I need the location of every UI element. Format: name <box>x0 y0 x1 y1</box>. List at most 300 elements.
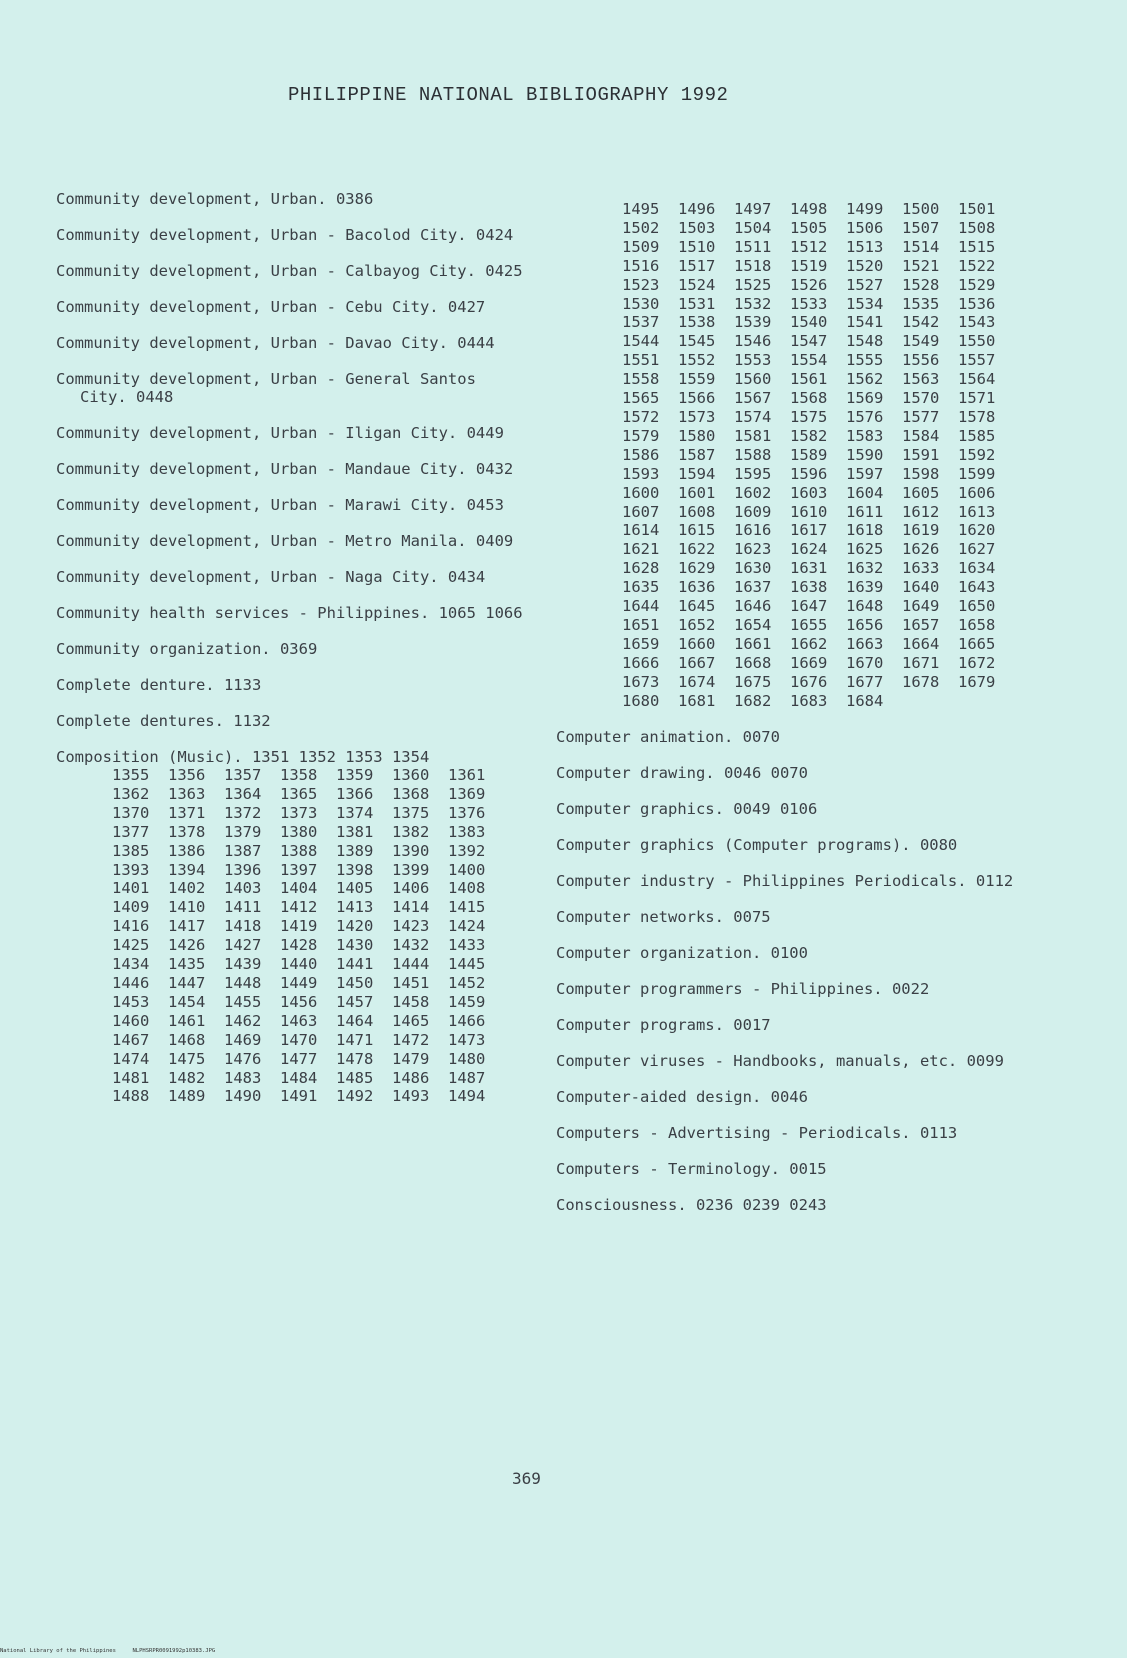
entry-number: 1441 <box>336 955 374 974</box>
entry-number: 1566 <box>678 389 716 408</box>
entry-number: 1590 <box>846 445 884 464</box>
entry-number: 1489 <box>168 1087 206 1106</box>
entry-number: 1522 <box>958 256 996 275</box>
entry-number: 1674 <box>678 672 716 691</box>
entry-number: 1644 <box>622 597 660 616</box>
entry-number: 1465 <box>392 1011 430 1030</box>
left-column <box>56 190 526 1106</box>
entry-number: 1376 <box>448 803 486 822</box>
entry-number: 1491 <box>280 1087 318 1106</box>
entry-number: 1669 <box>790 653 828 672</box>
entry-number: 1651 <box>622 615 660 634</box>
entry-number: 1556 <box>902 351 940 370</box>
entry-number: 1640 <box>902 578 940 597</box>
entry-number: 1660 <box>678 634 716 653</box>
entry-number: 1390 <box>392 841 430 860</box>
entry-number: 1414 <box>392 898 430 917</box>
entry-number: 1488 <box>112 1087 150 1106</box>
entry-number: 1533 <box>790 294 828 313</box>
entry-number: 1587 <box>678 445 716 464</box>
entry-number: 1373 <box>280 803 318 822</box>
entry-number: 1467 <box>112 1030 150 1049</box>
entry-number: 1458 <box>392 992 430 1011</box>
entry-number: 1532 <box>734 294 772 313</box>
entry-number: 1357 <box>224 766 262 784</box>
entry-number: 1453 <box>112 992 150 1011</box>
entry-number: 1536 <box>958 294 996 313</box>
entry-number: 1545 <box>678 332 716 351</box>
entry-number: 1661 <box>734 634 772 653</box>
entry-number: 1619 <box>902 521 940 540</box>
entry-number: 1363 <box>168 784 206 803</box>
entry-number: 1359 <box>336 766 374 784</box>
entry-number: 1611 <box>846 502 884 521</box>
entry-number: 1519 <box>790 256 828 275</box>
entry-number: 1671 <box>902 653 940 672</box>
entry-number: 1637 <box>734 578 772 597</box>
entry-number: 1397 <box>280 860 318 879</box>
entry-number: 1620 <box>958 521 996 540</box>
entry-number: 1645 <box>678 597 716 616</box>
number-row <box>622 351 1026 370</box>
entry-number: 1504 <box>734 218 772 237</box>
page-number: 369 <box>512 1469 541 1488</box>
entry-number: 1396 <box>224 860 262 879</box>
number-row <box>112 879 526 898</box>
entry-number: 1617 <box>790 521 828 540</box>
entry-number: 1474 <box>112 1049 150 1068</box>
entry-number: 1600 <box>622 483 660 502</box>
index-entry: Community development, Urban - Bacolod City. 0424 <box>56 226 514 244</box>
entry-number: 1632 <box>846 559 884 578</box>
entry-number: 1439 <box>224 955 262 974</box>
number-row <box>622 559 1026 578</box>
entry-number: 1539 <box>734 313 772 332</box>
entry-number: 1425 <box>112 936 150 955</box>
number-row <box>622 332 1026 351</box>
entry-number: 1546 <box>734 332 772 351</box>
number-row <box>622 257 1026 276</box>
entry-number: 1604 <box>846 483 884 502</box>
entry-number: 1419 <box>280 917 318 936</box>
entry-number: 1510 <box>678 237 716 256</box>
entry-number: 1662 <box>790 634 828 653</box>
entry-number: 1683 <box>790 691 828 710</box>
entry-number: 1435 <box>168 955 206 974</box>
right-entries-list <box>556 728 1026 1214</box>
entry-number: 1571 <box>958 389 996 408</box>
entry-number: 1469 <box>224 1030 262 1049</box>
entry-number: 1555 <box>846 351 884 370</box>
entry-number: 1445 <box>448 955 486 974</box>
entry-number: 1433 <box>448 936 486 955</box>
entry-number: 1494 <box>448 1087 486 1106</box>
entry-number: 1679 <box>958 672 996 691</box>
number-row <box>112 1031 526 1050</box>
entry-number: 1423 <box>392 917 430 936</box>
entry-number: 1541 <box>846 313 884 332</box>
entry-number: 1484 <box>280 1068 318 1087</box>
entry-number: 1424 <box>448 917 486 936</box>
entry-number: 1454 <box>168 992 206 1011</box>
entry-number: 1629 <box>678 559 716 578</box>
entry-number: 1578 <box>958 407 996 426</box>
number-row <box>112 785 526 804</box>
entry-number: 1400 <box>448 860 486 879</box>
entry-number: 1602 <box>734 483 772 502</box>
entry-number: 1615 <box>678 521 716 540</box>
continued-number-grid <box>556 200 1026 710</box>
entry-number: 1561 <box>790 370 828 389</box>
entry-number: 1654 <box>734 615 772 634</box>
composition-entry <box>56 748 526 1106</box>
entry-number: 1647 <box>790 597 828 616</box>
index-entry: Computer viruses - Handbooks, manuals, etc. 0099 <box>556 1052 1004 1071</box>
entry-number: 1625 <box>846 540 884 559</box>
entry-number: 1524 <box>678 275 716 294</box>
entry-number: 1599 <box>958 464 996 483</box>
entry-number: 1473 <box>448 1030 486 1049</box>
number-row <box>112 936 526 955</box>
entry-number: 1528 <box>902 275 940 294</box>
entry-number: 1428 <box>280 936 318 955</box>
number-row <box>622 427 1026 446</box>
entry-number: 1383 <box>448 822 486 841</box>
entry-number: 1551 <box>622 351 660 370</box>
index-entry: Computer programs. 0017 <box>556 1016 771 1035</box>
number-row <box>112 861 526 880</box>
entry-number: 1595 <box>734 464 772 483</box>
entry-number: 1665 <box>958 634 996 653</box>
entry-number: 1588 <box>734 445 772 464</box>
entry-number: 1638 <box>790 578 828 597</box>
entry-number: 1540 <box>790 313 828 332</box>
number-row <box>622 484 1026 503</box>
entry-number: 1481 <box>112 1068 150 1087</box>
entry-number: 1408 <box>448 879 486 898</box>
entry-number: 1618 <box>846 521 884 540</box>
entry-number: 1399 <box>392 860 430 879</box>
entry-number: 1664 <box>902 634 940 653</box>
entry-number: 1573 <box>678 407 716 426</box>
index-entry: Community development, Urban - Naga City. 0434 <box>56 568 486 586</box>
entry-number: 1583 <box>846 426 884 445</box>
entry-number: 1656 <box>846 615 884 634</box>
entry-number: 1684 <box>846 691 884 710</box>
entry-number: 1389 <box>336 841 374 860</box>
entry-number: 1624 <box>790 540 828 559</box>
entry-number: 1496 <box>678 200 716 218</box>
entry-number: 1570 <box>902 389 940 408</box>
entry-number: 1672 <box>958 653 996 672</box>
entry-number: 1392 <box>448 841 486 860</box>
entry-number: 1676 <box>790 672 828 691</box>
number-row <box>622 370 1026 389</box>
composition-number-grid <box>56 766 526 1106</box>
entry-number: 1553 <box>734 351 772 370</box>
entry-number: 1416 <box>112 917 150 936</box>
entry-number: 1355 <box>112 766 150 784</box>
number-row <box>622 692 1026 711</box>
number-row <box>622 673 1026 692</box>
entry-number: 1503 <box>678 218 716 237</box>
entry-number: 1378 <box>168 822 206 841</box>
index-entry: Community development, Urban - Calbayog City. 0425 <box>56 262 523 280</box>
entry-number: 1680 <box>622 691 660 710</box>
entry-number: 1410 <box>168 898 206 917</box>
entry-number: 1579 <box>622 426 660 445</box>
entry-number: 1499 <box>846 200 884 218</box>
index-entry: Community organization. 0369 <box>56 640 318 658</box>
number-row <box>112 842 526 861</box>
index-entry: Community development, Urban - Mandaue City. 0432 <box>56 460 514 478</box>
entry-number: 1517 <box>678 256 716 275</box>
entry-number: 1657 <box>902 615 940 634</box>
entry-number: 1609 <box>734 502 772 521</box>
entry-number: 1459 <box>448 992 486 1011</box>
entry-number: 1538 <box>678 313 716 332</box>
entry-number: 1385 <box>112 841 150 860</box>
composition-heading: Composition (Music). 1351 1352 1353 1354 <box>56 748 430 766</box>
entry-number: 1512 <box>790 237 828 256</box>
page-title: PHILIPPINE NATIONAL BIBLIOGRAPHY 1992 <box>288 84 729 106</box>
entry-number: 1381 <box>336 822 374 841</box>
entry-number: 1634 <box>958 559 996 578</box>
entry-number: 1636 <box>678 578 716 597</box>
entry-number: 1404 <box>280 879 318 898</box>
entry-number: 1472 <box>392 1030 430 1049</box>
entry-number: 1482 <box>168 1068 206 1087</box>
entry-number: 1498 <box>790 200 828 218</box>
number-row <box>622 635 1026 654</box>
number-row <box>112 766 526 785</box>
entry-number: 1375 <box>392 803 430 822</box>
footer-caption: National Library of the Philippines NLPHSRPR0091992p10383.JPG <box>0 1648 216 1654</box>
entry-number: 1388 <box>280 841 318 860</box>
entry-number: 1364 <box>224 784 262 803</box>
number-row <box>112 1050 526 1069</box>
number-row <box>622 654 1026 673</box>
number-row <box>622 521 1026 540</box>
entry-number: 1613 <box>958 502 996 521</box>
entry-number: 1455 <box>224 992 262 1011</box>
entry-number: 1470 <box>280 1030 318 1049</box>
entry-number: 1527 <box>846 275 884 294</box>
entry-number: 1652 <box>678 615 716 634</box>
entry-number: 1468 <box>168 1030 206 1049</box>
entry-number: 1529 <box>958 275 996 294</box>
entry-number: 1582 <box>790 426 828 445</box>
entry-number: 1574 <box>734 407 772 426</box>
entry-number: 1668 <box>734 653 772 672</box>
entry-number: 1593 <box>622 464 660 483</box>
entry-number: 1537 <box>622 313 660 332</box>
entry-number: 1509 <box>622 237 660 256</box>
number-row <box>112 1069 526 1088</box>
entry-number: 1610 <box>790 502 828 521</box>
entry-number: 1380 <box>280 822 318 841</box>
entry-number: 1386 <box>168 841 206 860</box>
entry-number: 1502 <box>622 218 660 237</box>
number-row <box>112 955 526 974</box>
entry-number: 1518 <box>734 256 772 275</box>
entry-number: 1446 <box>112 973 150 992</box>
entry-number: 1374 <box>336 803 374 822</box>
index-entry: Computer drawing. 0046 0070 <box>556 764 808 783</box>
entry-number: 1495 <box>622 200 660 218</box>
entry-number: 1614 <box>622 521 660 540</box>
entry-number: 1577 <box>902 407 940 426</box>
entry-number: 1622 <box>678 540 716 559</box>
entry-number: 1440 <box>280 955 318 974</box>
entry-number: 1572 <box>622 407 660 426</box>
index-entry: Computer-aided design. 0046 <box>556 1088 808 1107</box>
number-row <box>622 503 1026 522</box>
entry-number: 1584 <box>902 426 940 445</box>
entry-number: 1585 <box>958 426 996 445</box>
index-entry: Community development, Urban - Iligan City. 0449 <box>56 424 504 442</box>
entry-number: 1534 <box>846 294 884 313</box>
entry-number: 1500 <box>902 200 940 218</box>
number-row <box>112 917 526 936</box>
entry-number: 1631 <box>790 559 828 578</box>
entry-number: 1586 <box>622 445 660 464</box>
entry-number: 1606 <box>958 483 996 502</box>
entry-number: 1460 <box>112 1011 150 1030</box>
entry-number: 1565 <box>622 389 660 408</box>
entry-number: 1601 <box>678 483 716 502</box>
number-row <box>112 823 526 842</box>
entry-number: 1485 <box>336 1068 374 1087</box>
number-row <box>112 898 526 917</box>
index-entry: Computer graphics (Computer programs). 0080 <box>556 836 958 855</box>
index-entry: Community health services - Philippines. 1065 1066 <box>56 604 523 622</box>
index-entry: Community development, Urban. 0386 <box>56 190 374 208</box>
entry-number: 1505 <box>790 218 828 237</box>
entry-number: 1608 <box>678 502 716 521</box>
entry-number: 1464 <box>336 1011 374 1030</box>
number-row <box>622 597 1026 616</box>
entry-number: 1514 <box>902 237 940 256</box>
entry-number: 1411 <box>224 898 262 917</box>
entry-number: 1358 <box>280 766 318 784</box>
entry-number: 1569 <box>846 389 884 408</box>
entry-number: 1409 <box>112 898 150 917</box>
index-entry: Computers - Terminology. 0015 <box>556 1160 827 1179</box>
entry-number: 1567 <box>734 389 772 408</box>
number-row <box>112 804 526 823</box>
entry-number: 1418 <box>224 917 262 936</box>
index-entry: Community development, Urban - Davao City. 0444 <box>56 334 495 352</box>
entry-number: 1658 <box>958 615 996 634</box>
entry-number: 1447 <box>168 973 206 992</box>
entry-number: 1483 <box>224 1068 262 1087</box>
entry-number: 1591 <box>902 445 940 464</box>
entry-number: 1387 <box>224 841 262 860</box>
entry-number: 1548 <box>846 332 884 351</box>
entry-number: 1356 <box>168 766 206 784</box>
entry-number: 1564 <box>958 370 996 389</box>
number-row <box>112 993 526 1012</box>
entry-number: 1650 <box>958 597 996 616</box>
entry-number: 1393 <box>112 860 150 879</box>
entry-number: 1547 <box>790 332 828 351</box>
index-entry: Community development, Urban - Metro Manila. 0409 <box>56 532 514 550</box>
entry-number: 1448 <box>224 973 262 992</box>
number-row <box>622 389 1026 408</box>
entry-number: 1490 <box>224 1087 262 1106</box>
entry-number: 1580 <box>678 426 716 445</box>
index-entry: Computer animation. 0070 <box>556 728 780 747</box>
entry-number: 1607 <box>622 502 660 521</box>
entry-number: 1427 <box>224 936 262 955</box>
entry-number: 1405 <box>336 879 374 898</box>
entry-number: 1623 <box>734 540 772 559</box>
number-row <box>622 276 1026 295</box>
entry-number: 1379 <box>224 822 262 841</box>
entry-number: 1394 <box>168 860 206 879</box>
entry-number: 1648 <box>846 597 884 616</box>
entry-number: 1542 <box>902 313 940 332</box>
entry-number: 1621 <box>622 540 660 559</box>
entry-number: 1543 <box>958 313 996 332</box>
entry-number: 1487 <box>448 1068 486 1087</box>
entry-number: 1506 <box>846 218 884 237</box>
entry-number: 1523 <box>622 275 660 294</box>
entry-number: 1639 <box>846 578 884 597</box>
entry-number: 1463 <box>280 1011 318 1030</box>
entry-number: 1413 <box>336 898 374 917</box>
entry-number: 1480 <box>448 1049 486 1068</box>
entry-number: 1649 <box>902 597 940 616</box>
entry-number: 1513 <box>846 237 884 256</box>
entry-number: 1520 <box>846 256 884 275</box>
entry-number: 1516 <box>622 256 660 275</box>
entry-number: 1461 <box>168 1011 206 1030</box>
entry-number: 1417 <box>168 917 206 936</box>
number-row <box>622 616 1026 635</box>
entry-number: 1549 <box>902 332 940 351</box>
index-entry: Computer programmers - Philippines. 0022 <box>556 980 930 999</box>
entry-number: 1628 <box>622 559 660 578</box>
entry-number: 1603 <box>790 483 828 502</box>
entry-number: 1544 <box>622 332 660 351</box>
number-row <box>622 446 1026 465</box>
left-entries-list <box>56 190 526 730</box>
index-entry: Computer organization. 0100 <box>556 944 808 963</box>
number-row <box>622 408 1026 427</box>
entry-number: 1370 <box>112 803 150 822</box>
entry-number: 1452 <box>448 973 486 992</box>
entry-number: 1557 <box>958 351 996 370</box>
entry-number: 1403 <box>224 879 262 898</box>
entry-number: 1596 <box>790 464 828 483</box>
entry-number: 1535 <box>902 294 940 313</box>
entry-number: 1466 <box>448 1011 486 1030</box>
entry-number: 1560 <box>734 370 772 389</box>
entry-number: 1627 <box>958 540 996 559</box>
right-column <box>556 200 1026 1232</box>
entry-number: 1597 <box>846 464 884 483</box>
number-row <box>112 974 526 993</box>
entry-number: 1616 <box>734 521 772 540</box>
entry-number: 1677 <box>846 672 884 691</box>
entry-number: 1682 <box>734 691 772 710</box>
index-entry: Complete denture. 1133 <box>56 676 262 694</box>
entry-number: 1457 <box>336 992 374 1011</box>
entry-number: 1589 <box>790 445 828 464</box>
entry-number: 1475 <box>168 1049 206 1068</box>
